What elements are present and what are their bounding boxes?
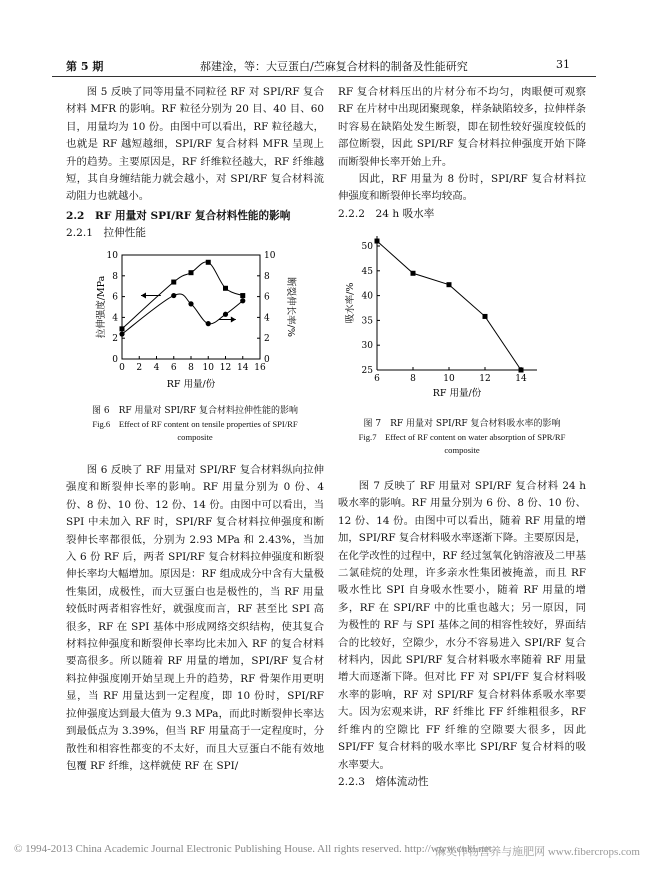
footer <box>14 843 640 858</box>
x-tick-label: 10 <box>202 363 214 373</box>
fig6-caption <box>66 405 324 444</box>
x-tick-label: 6 <box>374 374 380 384</box>
page-number: 31 <box>556 58 570 71</box>
paragraph: RF 复合材料压出的片材分布不均匀，肉眼便可观察 RF 在片材中出现团聚现象，样条缺陷较多，拉伸样条时容易在缺陷处发生断裂，即在韧性较好强度较低的部位断裂，因此 SPI/RF 复合材料拉伸强度开始下降而断裂伸长率开始上升。 <box>338 86 586 168</box>
y-tick-label-right: 8 <box>264 271 270 282</box>
paragraph: 图 5 反映了同等用量不同粒径 RF 对 SPI/RF 复合材料 MFR 的影响。RF 粒径分别为 20 目、40 目、60 目，用量均为 10 份。由图中可以看出，RF 粒径越大，也就是 RF 越短越细，SPI/RF 复合材料 MFR 呈现上升的趋势。主要原因是，RF 纤维粒径越大，RF 纤维越短，其自身缠结能力就会越小，对 SPI/RF 复合材料流动阻力也就越小。 <box>66 86 324 203</box>
x-axis-label: RF 用量/份 <box>166 379 216 390</box>
axis-pointer-arrowhead-right <box>231 316 236 322</box>
y-axis-label: 吸水率/% <box>345 282 356 324</box>
left-column-top <box>66 84 324 243</box>
y-tick-label-left: 2 <box>112 334 118 345</box>
fig7-caption-en-2: composite <box>444 445 480 455</box>
y-tick-label-left: 10 <box>106 251 118 261</box>
y-axis-label-right: 断裂伸长率/% <box>285 277 296 337</box>
fig6-caption-cn: 图 6 RF 用量对 SPI/RF 复合材料拉伸性能的影响 <box>91 406 299 416</box>
fig7-chart <box>345 228 545 398</box>
y-tick-label: 25 <box>361 366 373 376</box>
data-point-elongation <box>119 331 124 336</box>
y-tick-label-right: 0 <box>264 355 270 365</box>
data-point-elongation <box>240 298 245 303</box>
x-tick-label: 4 <box>153 363 160 373</box>
header-rule <box>52 76 596 77</box>
y-tick-label-right: 4 <box>264 313 270 324</box>
subsection-heading: 2.2.3 熔体流动性 <box>338 775 429 788</box>
left-column-bottom <box>66 462 324 775</box>
x-tick-label: 8 <box>410 374 416 384</box>
running-title: 郝建淦，等：大豆蛋白/苎麻复合材料的制备及性能研究 <box>200 60 468 73</box>
series-line-water-absorption <box>377 241 521 370</box>
subsection-heading: 2.2.1 拉伸性能 <box>66 227 146 240</box>
data-point-tensile-strength <box>171 280 176 285</box>
x-tick-label: 6 <box>170 363 177 373</box>
x-tick-label: 2 <box>136 363 143 373</box>
data-point-tensile-strength <box>206 260 211 265</box>
data-point-elongation <box>206 321 211 326</box>
fig7-axes <box>345 236 537 398</box>
journal-issue: 第 5 期 <box>66 60 104 73</box>
fig6-axes <box>95 251 297 390</box>
data-point-water-absorption <box>375 239 380 244</box>
paragraph: 图 6 反映了 RF 用量对 SPI/RF 复合材料纵向拉伸强度和断裂伸长率的影响。RF 用量分别为 0 份、4 份、8 份、10 份、12 份、14 份。由图中可以看出，当 SPI 中未加入 RF 时，SPI/RF 复合材料拉伸强度和断裂伸长率都很低，分别为 2.93 MPa 和 2.43%，当加入 6 份 RF 后，两者 SPI/RF 复合材料拉伸强度和断裂伸长率均大幅增加。原因是：RF 组成成分中含有大量极性集团，成极性，而大豆蛋白也是极性的，当 RF 用量较低时两者相容性好，就强度而言，RF 甚至比 SPI 高很多，RF 在 SPI 基体中形成网络交织结构，使其复合材料拉伸强度和断裂伸长率均比未加入 RF 的复合材料要高很多。所以随着 RF 用量的增加，SPI/RF 复合材料拉伸强度刚开始呈现上升的趋势，RF 骨架作用更明显，当 RF 用量达到一定程度，即 10 份时，SPI/RF 拉伸强度达到最大值为 9.3 MPa，而此时断裂伸长率达到最低点为 3.39%，但当 RF 用量高于一定程度时，分散性和相容性都变的不太好，而且大豆蛋白不能有效地包覆 RF 纤维，这样就使 RF 在 SPI/ <box>66 464 324 772</box>
y-tick-label: 35 <box>361 316 373 327</box>
right-column-top <box>338 84 586 223</box>
data-point-elongation <box>171 293 176 298</box>
section-heading: 2.2 RF 用量对 SPI/RF 复合材料性能的影响 <box>66 209 291 222</box>
data-point-water-absorption <box>483 314 488 319</box>
subsection-heading: 2.2.2 24 h 吸水率 <box>338 207 435 220</box>
y-tick-label-right: 6 <box>264 292 270 303</box>
y-tick-label: 45 <box>361 266 373 277</box>
series-line-tensile-strength <box>122 262 243 329</box>
data-point-water-absorption <box>411 271 416 276</box>
data-point-tensile-strength <box>120 326 125 331</box>
y-tick-label-left: 8 <box>112 271 118 282</box>
x-tick-label: 8 <box>188 363 194 373</box>
fig6-chart <box>92 247 302 397</box>
y-tick-label-right: 10 <box>264 251 276 261</box>
fig7-caption-en: Fig.7 Effect of RF content on water absorption of SPR/RF <box>358 432 566 442</box>
x-tick-label: 12 <box>479 374 491 384</box>
data-point-tensile-strength <box>223 286 228 291</box>
y-tick-label: 50 <box>361 242 373 252</box>
y-axis-label-left: 拉伸强度/MPa <box>96 275 107 339</box>
x-tick-label: 10 <box>443 374 455 384</box>
watermark-text: 麻类作物营养与施肥网 www.fibercrops.com <box>435 846 640 858</box>
axis-pointer-arrowhead-left <box>141 293 146 299</box>
data-point-water-absorption <box>519 368 524 373</box>
fig6-caption-en-2: composite <box>177 432 213 442</box>
x-tick-label: 14 <box>237 363 249 373</box>
y-tick-label-left: 6 <box>112 292 118 303</box>
fig7-caption-cn: 图 7 RF 用量对 SPI/RF 复合材料吸水率的影响 <box>363 419 561 429</box>
x-tick-label: 16 <box>254 363 266 373</box>
paragraph: 图 7 反映了 RF 用量对 SPI/RF 复合材料 24 h 吸水率的影响。RF 用量分别为 6 份、8 份、10 份、12 份、14 份。由图中可以看出，随着 RF 用量的增加，SPI/RF 复合材料吸水率逐渐下降。主要原因是，在化学改性的过程中，RF 经过氢氧化钠溶液及二甲基二氯硅烷的处理，许多亲水性集团被掩盖，而且 RF 吸水性比 SPI 自身吸水性要小，随着 RF 用量的增多，RF 在 SPI/RF 中的比重也越大；另一原因，同为极性的 RF 与 SPI 基体之间的相容性较好，界面结合的比较好，空隙少，水分不容易进入 SPI/RF 复合材料内，因此 SPI/RF 复合材料吸水率随着 RF 用量增大而逐渐下降。但对比 FF 对 SPI/FF 复合材料吸水率的影响，RF 对 SPI/RF 复合材料体系吸水率要大。因为宏观来讲，RF 纤维比 FF 纤维粗很多，RF 纤维内的空隙比 FF 纤维的空隙要大很多，因此 SPI/FF 复合材料的吸水率比 SPI/RF 复合材料的吸水率要大。 <box>338 480 586 771</box>
x-tick-label: 0 <box>119 363 125 373</box>
copyright-text: © 1994-2013 China Academic Journal Electronic Publishing House. All rights reserved. http://www.cnki.net <box>14 843 492 855</box>
y-tick-label: 40 <box>361 291 373 302</box>
right-column-bottom <box>338 478 586 791</box>
data-point-water-absorption <box>447 282 452 287</box>
paragraph: 因此，RF 用量为 8 份时，SPI/RF 复合材料拉伸强度和断裂伸长率均较高。 <box>338 173 586 203</box>
fig7-caption <box>338 418 586 457</box>
data-point-elongation <box>188 301 193 306</box>
fig7-series <box>375 239 524 373</box>
x-axis-label: RF 用量/份 <box>432 388 482 398</box>
data-point-tensile-strength <box>189 270 194 275</box>
x-tick-label: 14 <box>515 374 527 384</box>
y-tick-label-right: 2 <box>264 334 270 345</box>
y-tick-label: 30 <box>361 341 373 352</box>
data-point-elongation <box>223 312 228 317</box>
x-tick-label: 12 <box>219 363 232 373</box>
y-tick-label-left: 4 <box>112 313 118 324</box>
data-point-tensile-strength <box>240 293 245 298</box>
y-tick-label-left: 0 <box>112 355 118 365</box>
fig6-series <box>119 260 245 337</box>
fig6-caption-en: Fig.6 Effect of RF content on tensile properties of SPI/RF <box>92 419 298 429</box>
